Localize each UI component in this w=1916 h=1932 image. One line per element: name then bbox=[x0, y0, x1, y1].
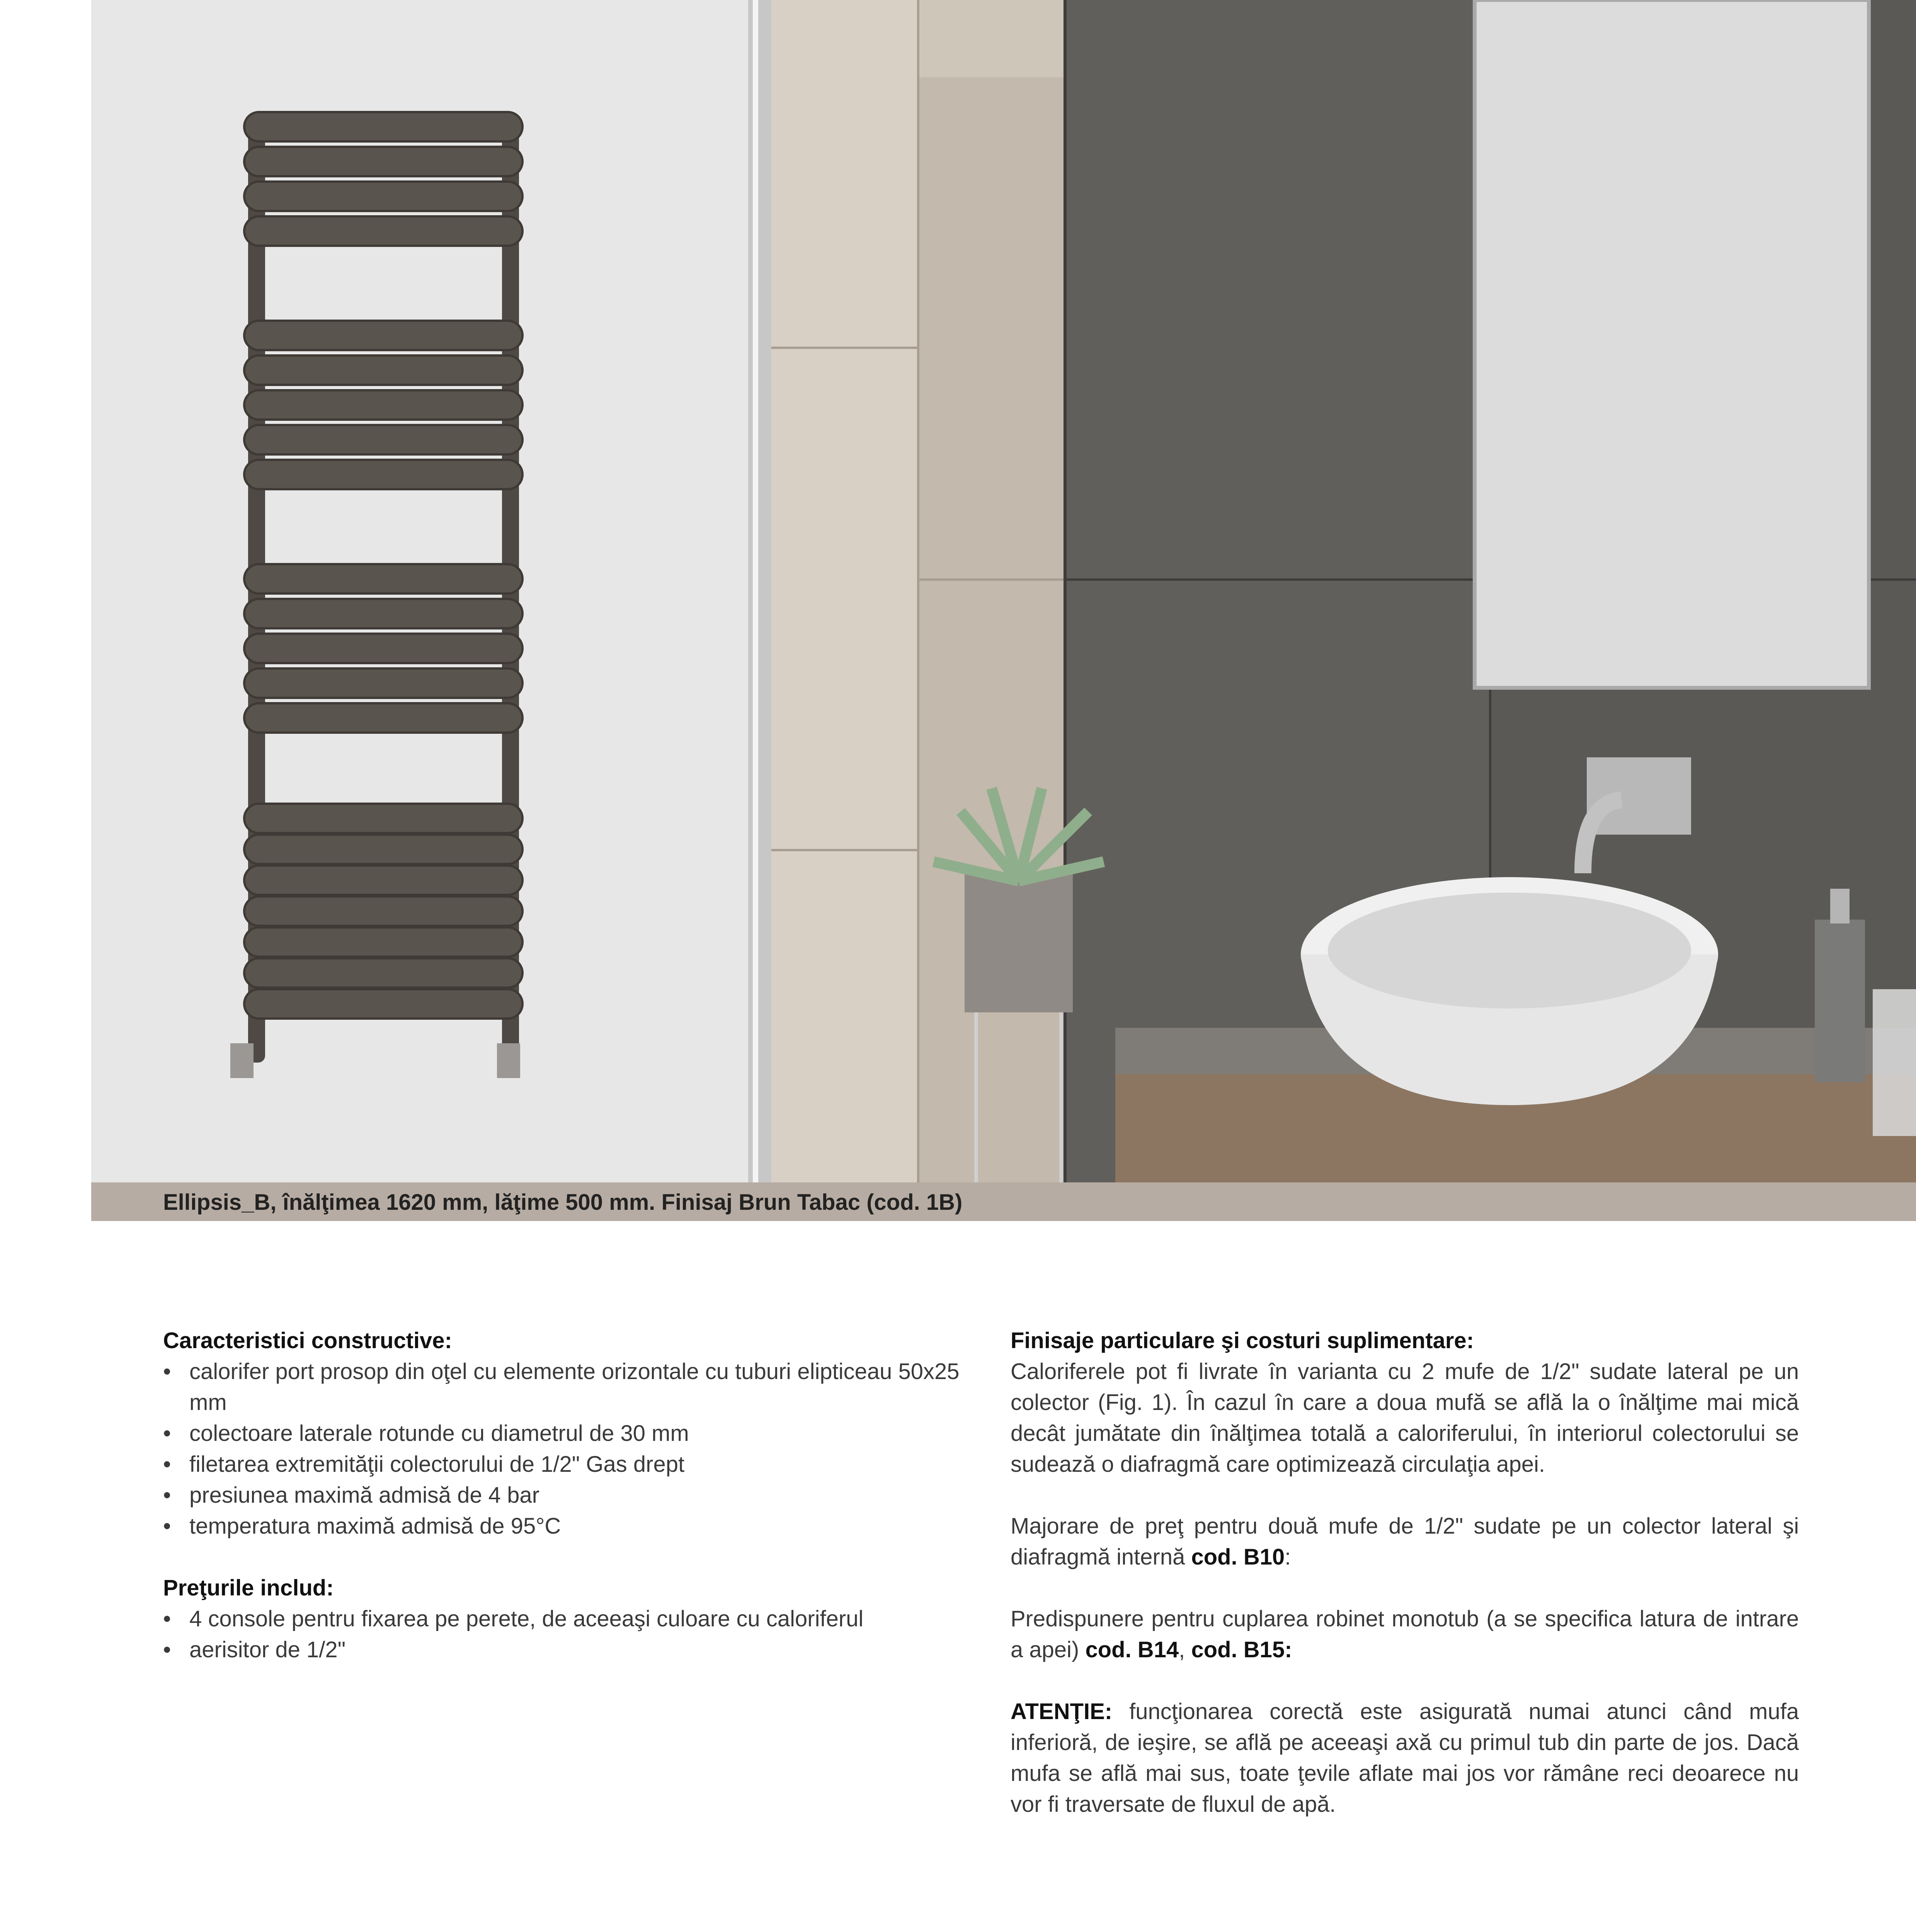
finishes-heading: Finisaje particulare şi costuri suplimentare: bbox=[1011, 1328, 1474, 1353]
characteristics-column bbox=[163, 1325, 967, 1665]
bathroom-photo bbox=[91, 0, 1916, 1182]
bathroom-scene bbox=[91, 0, 1916, 1182]
includes-list bbox=[163, 1604, 967, 1665]
photo-caption-bar bbox=[91, 1182, 1916, 1221]
list-item: • colectoare laterale rotunde cu diametrul de 30 mm bbox=[163, 1418, 967, 1449]
b14-code: cod. B14 bbox=[1085, 1637, 1179, 1662]
list-item: • presiunea maximă admisă de 4 bar bbox=[163, 1480, 967, 1511]
includes-heading: Preţurile includ: bbox=[163, 1575, 334, 1600]
list-item: • calorifer port prosop din oţel cu elemente orizontale cu tuburi elipticeau 50x25 mm bbox=[163, 1356, 967, 1418]
photo-caption: Ellipsis_B, înălţimea 1620 mm, lăţime 500 mm. Finisaj Brun Tabac (cod. 1B) bbox=[163, 1190, 963, 1215]
list-item: • 4 console pentru fixarea pe perete, de aceeaşi culoare cu caloriferul bbox=[163, 1604, 967, 1634]
b14-b15-paragraph bbox=[1011, 1604, 1799, 1665]
attention-paragraph bbox=[1011, 1696, 1799, 1820]
code-separator: , bbox=[1179, 1637, 1191, 1662]
b10-paragraph bbox=[1011, 1511, 1799, 1573]
b14-text: Predispunere pentru cuplarea robinet monotub (a se specifica latura de intrare a apei) bbox=[1011, 1606, 1799, 1662]
characteristics-list bbox=[163, 1356, 967, 1542]
finishes-column bbox=[1011, 1325, 1799, 1820]
attention-label: ATENŢIE: bbox=[1011, 1699, 1113, 1724]
finishes-paragraph: Caloriferele pot fi livrate în varianta cu 2 mufe de 1/2" sudate lateral pe un colector (Fig. 1). În cazul în care a doua mufă se află la o înălţime mai mică decât jumătate din înălţimea totală a caloriferului, în interiorul colectorului se sudează o diafragmă care optimizează circulaţia apei. bbox=[1011, 1359, 1799, 1477]
characteristics-heading: Caracteristici constructive: bbox=[163, 1328, 452, 1353]
b10-text: Majorare de preţ pentru două mufe de 1/2" sudate pe un colector lateral şi diafragmă internă bbox=[1011, 1514, 1799, 1570]
list-item: • filetarea extremităţii colectorului de 1/2" Gas drept bbox=[163, 1449, 967, 1480]
b10-code: cod. B10 bbox=[1191, 1544, 1285, 1570]
attention-text: funcţionarea corectă este asigurată numai atunci când mufa inferioră, de ieşire, se află pe aceeaşi axă cu primul tub din parte de jos. Dacă mufa se află mai sus, toate ţevile aflate mai jos vor rămâne reci deoarece nu vor fi traversate de fluxul de apă. bbox=[1011, 1699, 1799, 1817]
list-item: • temperatura maximă admisă de 95°C bbox=[163, 1511, 967, 1542]
b15-code: cod. B15: bbox=[1191, 1637, 1292, 1662]
b10-end: : bbox=[1285, 1544, 1291, 1570]
list-item: • aerisitor de 1/2" bbox=[163, 1634, 967, 1665]
